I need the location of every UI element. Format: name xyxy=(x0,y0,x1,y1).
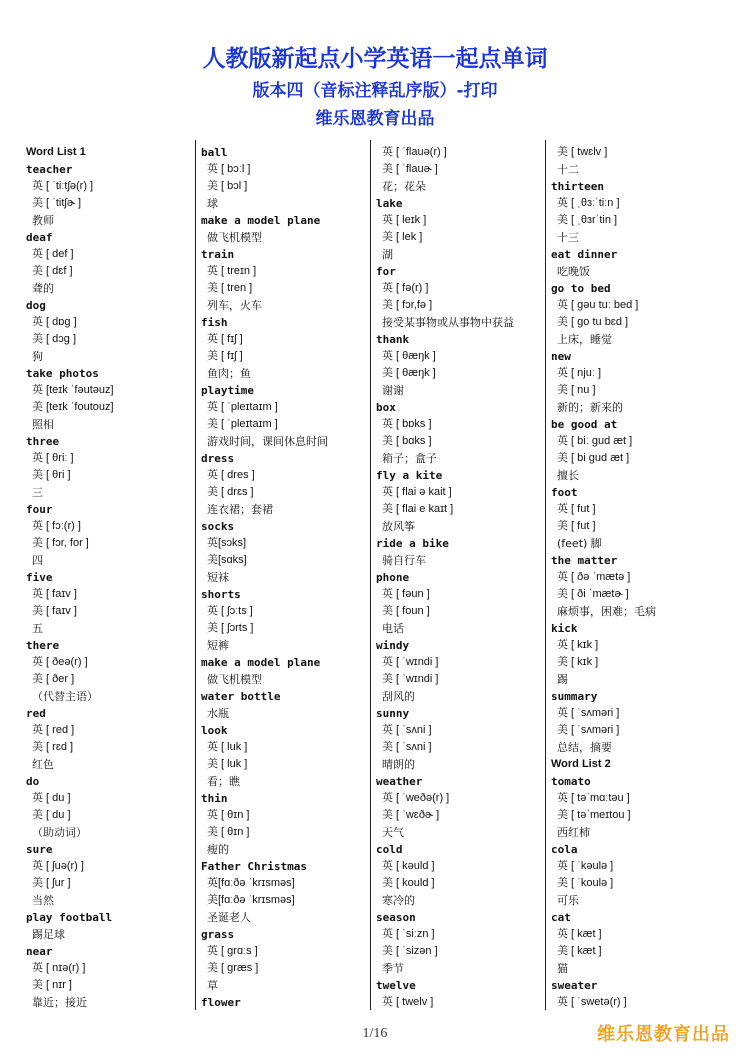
entry-word: be good at xyxy=(551,418,618,431)
entry-word: windy xyxy=(376,639,410,652)
phonetic: 美 [ rɛd ] xyxy=(32,741,74,753)
meaning: 放风筝 xyxy=(382,520,415,533)
phonetic: 美 [ nu ] xyxy=(557,384,596,396)
meaning: 季节 xyxy=(382,962,404,975)
phonetic: 美 [ ðer ] xyxy=(32,673,75,685)
phonetic: 英 [ faɪv ] xyxy=(32,588,77,600)
phonetic: 美 [ go tu bɛd ] xyxy=(557,316,629,328)
entry-word: playtime xyxy=(201,384,254,397)
entry-word: socks xyxy=(201,520,235,533)
word-list-heading: Word List 1 xyxy=(26,146,86,158)
phonetic: 英 [ ˈsiːzn ] xyxy=(382,928,435,940)
entry-word: Father Christmas xyxy=(201,860,307,873)
phonetic: 美 [ drɛs ] xyxy=(207,486,254,498)
phonetic: 美 [ bi gud æt ] xyxy=(557,452,630,464)
phonetic: 英 [ luk ] xyxy=(207,741,248,753)
entry-word: near xyxy=(26,945,53,958)
phonetic: 英 [ bɒks ] xyxy=(382,418,432,430)
meaning: 游戏时间，课间休息时间 xyxy=(207,435,328,448)
phonetic: 英 [ fɪʃ ] xyxy=(207,333,243,345)
entry-word: summary xyxy=(551,690,598,703)
column-divider xyxy=(370,140,371,1010)
page-subtitle: 版本四（音标注释乱序版）-打印 xyxy=(252,81,498,101)
meaning: 红色 xyxy=(32,758,54,771)
phonetic: 英 [ dres ] xyxy=(207,469,255,481)
phonetic: 英 [ bɔːl ] xyxy=(207,163,251,175)
phonetic: 美 [ tren ] xyxy=(207,282,253,294)
entry-word: ride a bike xyxy=(376,537,449,550)
phonetic: 英 [ ˈsʌni ] xyxy=(382,724,432,736)
meaning: 麻烦事，困难；毛病 xyxy=(557,605,656,618)
entry-word: red xyxy=(26,707,46,720)
entry-word: take photos xyxy=(26,367,99,380)
meaning: 列车，火车 xyxy=(207,299,262,312)
meaning: 三 xyxy=(32,486,43,499)
phonetic: 美 [ θri ] xyxy=(32,469,71,481)
meaning: 聋的 xyxy=(32,282,54,295)
phonetic: 美 [ θɪn ] xyxy=(207,826,250,838)
meaning: 天气 xyxy=(382,826,404,839)
phonetic: 英 [ gəu tuː bed ] xyxy=(557,299,639,311)
meaning: 五 xyxy=(32,622,43,635)
meaning: 短袜 xyxy=(207,571,229,584)
meaning: 踢 xyxy=(557,673,568,686)
phonetic: 美 [ θæŋk ] xyxy=(382,367,436,379)
meaning: 教师 xyxy=(32,214,54,227)
entry-word: cola xyxy=(551,843,578,856)
publisher-line: 维乐恩教育出品 xyxy=(315,109,435,129)
phonetic: 英 [ def ] xyxy=(32,248,74,260)
phonetic: 美 [ kould ] xyxy=(382,877,435,889)
entry-word: three xyxy=(26,435,60,448)
phonetic: 美 [ fɔr, for ] xyxy=(32,537,89,549)
entry-word: twelve xyxy=(376,979,416,992)
page-title: 人教版新起点小学英语一起点单词 xyxy=(202,46,548,72)
entry-word: cold xyxy=(376,843,403,856)
entry-word: thirteen xyxy=(551,180,604,193)
phonetic: 英 [ kɪk ] xyxy=(557,639,599,651)
meaning: 做飞机模型 xyxy=(207,673,262,686)
entry-word: lake xyxy=(376,197,403,210)
entry-word: four xyxy=(26,503,53,516)
phonetic: 英 [ kəuld ] xyxy=(382,860,435,872)
word-column-1 xyxy=(26,144,194,1014)
phonetic: 英 [ ˈsʌməri ] xyxy=(557,707,620,719)
entry-word: water bottle xyxy=(201,690,281,703)
entry-word: dress xyxy=(201,452,235,465)
phonetic: 美 [ ði ˈmætɚ ] xyxy=(557,588,629,600)
phonetic: 美 [ dɔg ] xyxy=(32,333,77,345)
meaning: 狗 xyxy=(32,350,43,363)
phonetic: 美 [ ˈflauɚ ] xyxy=(382,163,438,175)
phonetic: 美 [ flai e kaɪt ] xyxy=(382,503,454,515)
meaning: 当然 xyxy=(32,894,54,907)
word-list-heading: Word List 2 xyxy=(551,758,611,770)
meaning: 上床，睡觉 xyxy=(557,333,612,346)
phonetic: 美 [ bɔl ] xyxy=(207,180,248,192)
entry-word: sure xyxy=(26,843,53,856)
word-column-2 xyxy=(201,144,369,1014)
entry-word: weather xyxy=(376,775,423,788)
phonetic: 英 [ ˈweðə(r) ] xyxy=(382,792,450,804)
phonetic: 英 [ ˈtiːtʃə(r) ] xyxy=(32,180,94,192)
meaning: 做飞机模型 xyxy=(207,231,262,244)
phonetic: 英 [ ˈwɪndi ] xyxy=(382,656,439,668)
meaning: 吃晚饭 xyxy=(557,265,590,278)
phonetic: 英 [teɪk ˈfəutəuz] xyxy=(32,384,114,396)
meaning: 刮风的 xyxy=(382,690,415,703)
column-divider xyxy=(195,140,196,1010)
phonetic: 英 [ ˈflauə(r) ] xyxy=(382,146,447,158)
meaning: 花；花朵 xyxy=(382,180,426,193)
meaning: 猫 xyxy=(557,962,568,975)
phonetic: 英 [ ˈkəulə ] xyxy=(557,860,614,872)
phonetic: 美 [ təˈmeɪtou ] xyxy=(557,809,631,821)
meaning: （助动词） xyxy=(32,826,87,839)
phonetic: 英 [ twelv ] xyxy=(382,996,434,1008)
phonetic: 美 [ ˈkoulə ] xyxy=(557,877,614,889)
meaning: 照相 xyxy=(32,418,54,431)
meaning: (feet) 脚 xyxy=(557,537,602,550)
meaning: 看；瞧 xyxy=(207,775,240,788)
phonetic: 美 [ ˈpleɪtaɪm ] xyxy=(207,418,278,430)
meaning: 西红柿 xyxy=(557,826,590,839)
entry-word: new xyxy=(551,350,571,363)
entry-word: box xyxy=(376,401,396,414)
entry-word: tomato xyxy=(551,775,591,788)
phonetic: 美 [ ˌθɜrˈtin ] xyxy=(557,214,618,226)
phonetic: 美 [ fut ] xyxy=(557,520,596,532)
entry-word: season xyxy=(376,911,416,924)
entry-word: teacher xyxy=(26,163,73,176)
phonetic: 美 [ dɛf ] xyxy=(32,265,73,277)
phonetic: 英 [ θɪn ] xyxy=(207,809,250,821)
phonetic: 英 [ təˈmɑːtəu ] xyxy=(557,792,630,804)
phonetic: 英 [ red ] xyxy=(32,724,75,736)
phonetic: 美 [ faɪv ] xyxy=(32,605,77,617)
meaning: 连衣裙；套裙 xyxy=(207,503,273,516)
meaning: 箱子；盒子 xyxy=(382,452,437,465)
phonetic: 美 [ ˈwɛðɚ ] xyxy=(382,809,440,821)
entry-word: cat xyxy=(551,911,571,924)
phonetic: 英[fɑːðə ˈkrɪsməs] xyxy=(207,877,295,889)
watermark: 维乐恩教育出品 xyxy=(597,1024,730,1045)
meaning: 踢足球 xyxy=(32,928,65,941)
entry-word: sweater xyxy=(551,979,598,992)
phonetic: 英 [ flai ə kait ] xyxy=(382,486,452,498)
phonetic: 美 [ kæt ] xyxy=(557,945,602,957)
meaning: 电话 xyxy=(382,622,404,635)
meaning: 新的；新来的 xyxy=(557,401,623,414)
phonetic: 英 [ θriː ] xyxy=(32,452,74,464)
entry-word: the matter xyxy=(551,554,618,567)
entry-word: fly a kite xyxy=(376,469,443,482)
phonetic: 英 [ ðə ˈmætə ] xyxy=(557,571,631,583)
entry-word: five xyxy=(26,571,53,584)
entry-word: sunny xyxy=(376,707,410,720)
page-number: 1/16 xyxy=(362,1026,388,1041)
entry-word: do xyxy=(26,775,40,788)
entry-word: thin xyxy=(201,792,228,805)
meaning: 晴朗的 xyxy=(382,758,415,771)
phonetic: 美 [ bɑks ] xyxy=(382,435,432,447)
phonetic: 英 [ ˈpleɪtaɪm ] xyxy=(207,401,278,413)
phonetic: 美 [ ˈsizən ] xyxy=(382,945,438,957)
meaning: 十二 xyxy=(557,163,579,176)
meaning: 短裤 xyxy=(207,639,229,652)
word-column-3 xyxy=(376,144,544,1014)
phonetic: 美 [ du ] xyxy=(32,809,71,821)
meaning: 寒冷的 xyxy=(382,894,415,907)
entry-word: phone xyxy=(376,571,410,584)
phonetic: 美 [ ˈtitʃɚ ] xyxy=(32,197,82,209)
phonetic: 英 [ ʃɔːts ] xyxy=(207,605,253,617)
entry-word: grass xyxy=(201,928,235,941)
meaning: 湖 xyxy=(382,248,393,261)
entry-word: for xyxy=(376,265,396,278)
phonetic: 英 [ du ] xyxy=(32,792,71,804)
phonetic: 美 [ fɔr,fə ] xyxy=(382,299,433,311)
phonetic: 英 [ kæt ] xyxy=(557,928,602,940)
meaning: 四 xyxy=(32,554,43,567)
entry-word: train xyxy=(201,248,235,261)
entry-word: flower xyxy=(201,996,241,1009)
phonetic: 美 [ græs ] xyxy=(207,962,259,974)
phonetic: 美 [ ˈsʌni ] xyxy=(382,741,432,753)
phonetic: 美 [ ˈsʌməri ] xyxy=(557,724,620,736)
meaning: 谢谢 xyxy=(382,384,404,397)
entry-word: dog xyxy=(26,299,46,312)
phonetic: 英[sɔks] xyxy=(207,537,247,549)
meaning: 骑自行车 xyxy=(382,554,426,567)
phonetic: 英 [ ʃuə(r) ] xyxy=(32,860,84,872)
phonetic: 英 [ grɑːs ] xyxy=(207,945,258,957)
entry-word: kick xyxy=(551,622,578,635)
entry-word: deaf xyxy=(26,231,53,244)
meaning: （代替主语） xyxy=(32,690,98,703)
meaning: 草 xyxy=(207,979,218,992)
entry-word: look xyxy=(201,724,228,737)
phonetic: 英 [ fɔː(r) ] xyxy=(32,520,81,532)
meaning: 接受某事物或从事物中获益 xyxy=(382,316,514,329)
phonetic: 英 [ nɪə(r) ] xyxy=(32,962,86,974)
phonetic: 美 [ luk ] xyxy=(207,758,248,770)
entry-word: thank xyxy=(376,333,410,346)
meaning: 可乐 xyxy=(557,894,579,907)
entry-word: play football xyxy=(26,911,113,924)
phonetic: 美 [teɪk ˈfoutouz] xyxy=(32,401,114,413)
phonetic: 美[sɑks] xyxy=(207,554,247,566)
phonetic: 美 [ nɪr ] xyxy=(32,979,72,991)
meaning: 圣诞老人 xyxy=(207,911,251,924)
phonetic: 英 [ njuː ] xyxy=(557,367,602,379)
phonetic: 英 [ fə(r) ] xyxy=(382,282,429,294)
phonetic: 美 [ foun ] xyxy=(382,605,430,617)
entry-word: make a model plane xyxy=(201,214,321,227)
phonetic: 美 [ fɪʃ ] xyxy=(207,350,243,362)
phonetic: 英 [ ˈswetə(r) ] xyxy=(557,996,627,1008)
meaning: 球 xyxy=(207,197,218,210)
entry-word: foot xyxy=(551,486,578,499)
phonetic: 美 [ ˈwɪndi ] xyxy=(382,673,439,685)
phonetic: 英 [ treɪn ] xyxy=(207,265,257,277)
entry-word: there xyxy=(26,639,60,652)
meaning: 总结，摘要 xyxy=(557,741,612,754)
word-column-4 xyxy=(551,144,719,1014)
phonetic: 英 [ ðeə(r) ] xyxy=(32,656,88,668)
phonetic: 美 [ lek ] xyxy=(382,231,423,243)
phonetic: 美 [ twɛlv ] xyxy=(557,146,608,158)
meaning: 瘦的 xyxy=(207,843,229,856)
entry-word: fish xyxy=(201,316,228,329)
phonetic: 美 [ kɪk ] xyxy=(557,656,599,668)
column-divider xyxy=(545,140,546,1010)
phonetic: 英 [ dɒg ] xyxy=(32,316,77,328)
entry-word: ball xyxy=(201,146,228,159)
phonetic: 英 [ ˌθɜːˈtiːn ] xyxy=(557,197,620,209)
entry-word: shorts xyxy=(201,588,241,601)
entry-word: make a model plane xyxy=(201,656,321,669)
meaning: 擅长 xyxy=(557,469,579,482)
phonetic: 英 [ leɪk ] xyxy=(382,214,427,226)
meaning: 靠近；接近 xyxy=(32,996,87,1009)
meaning: 鱼肉；鱼 xyxy=(207,367,251,380)
phonetic: 英 [ θæŋk ] xyxy=(382,350,436,362)
phonetic: 美[fɑːðə ˈkrɪsməs] xyxy=(207,894,295,906)
meaning: 水瓶 xyxy=(207,707,229,720)
phonetic: 英 [ biː gud æt ] xyxy=(557,435,633,447)
phonetic: 美 [ ʃɔrts ] xyxy=(207,622,254,634)
meaning: 十三 xyxy=(557,231,579,244)
entry-word: eat dinner xyxy=(551,248,618,261)
phonetic: 美 [ ʃur ] xyxy=(32,877,71,889)
phonetic: 英 [ fəun ] xyxy=(382,588,430,600)
entry-word: go to bed xyxy=(551,282,611,295)
phonetic: 英 [ fut ] xyxy=(557,503,596,515)
